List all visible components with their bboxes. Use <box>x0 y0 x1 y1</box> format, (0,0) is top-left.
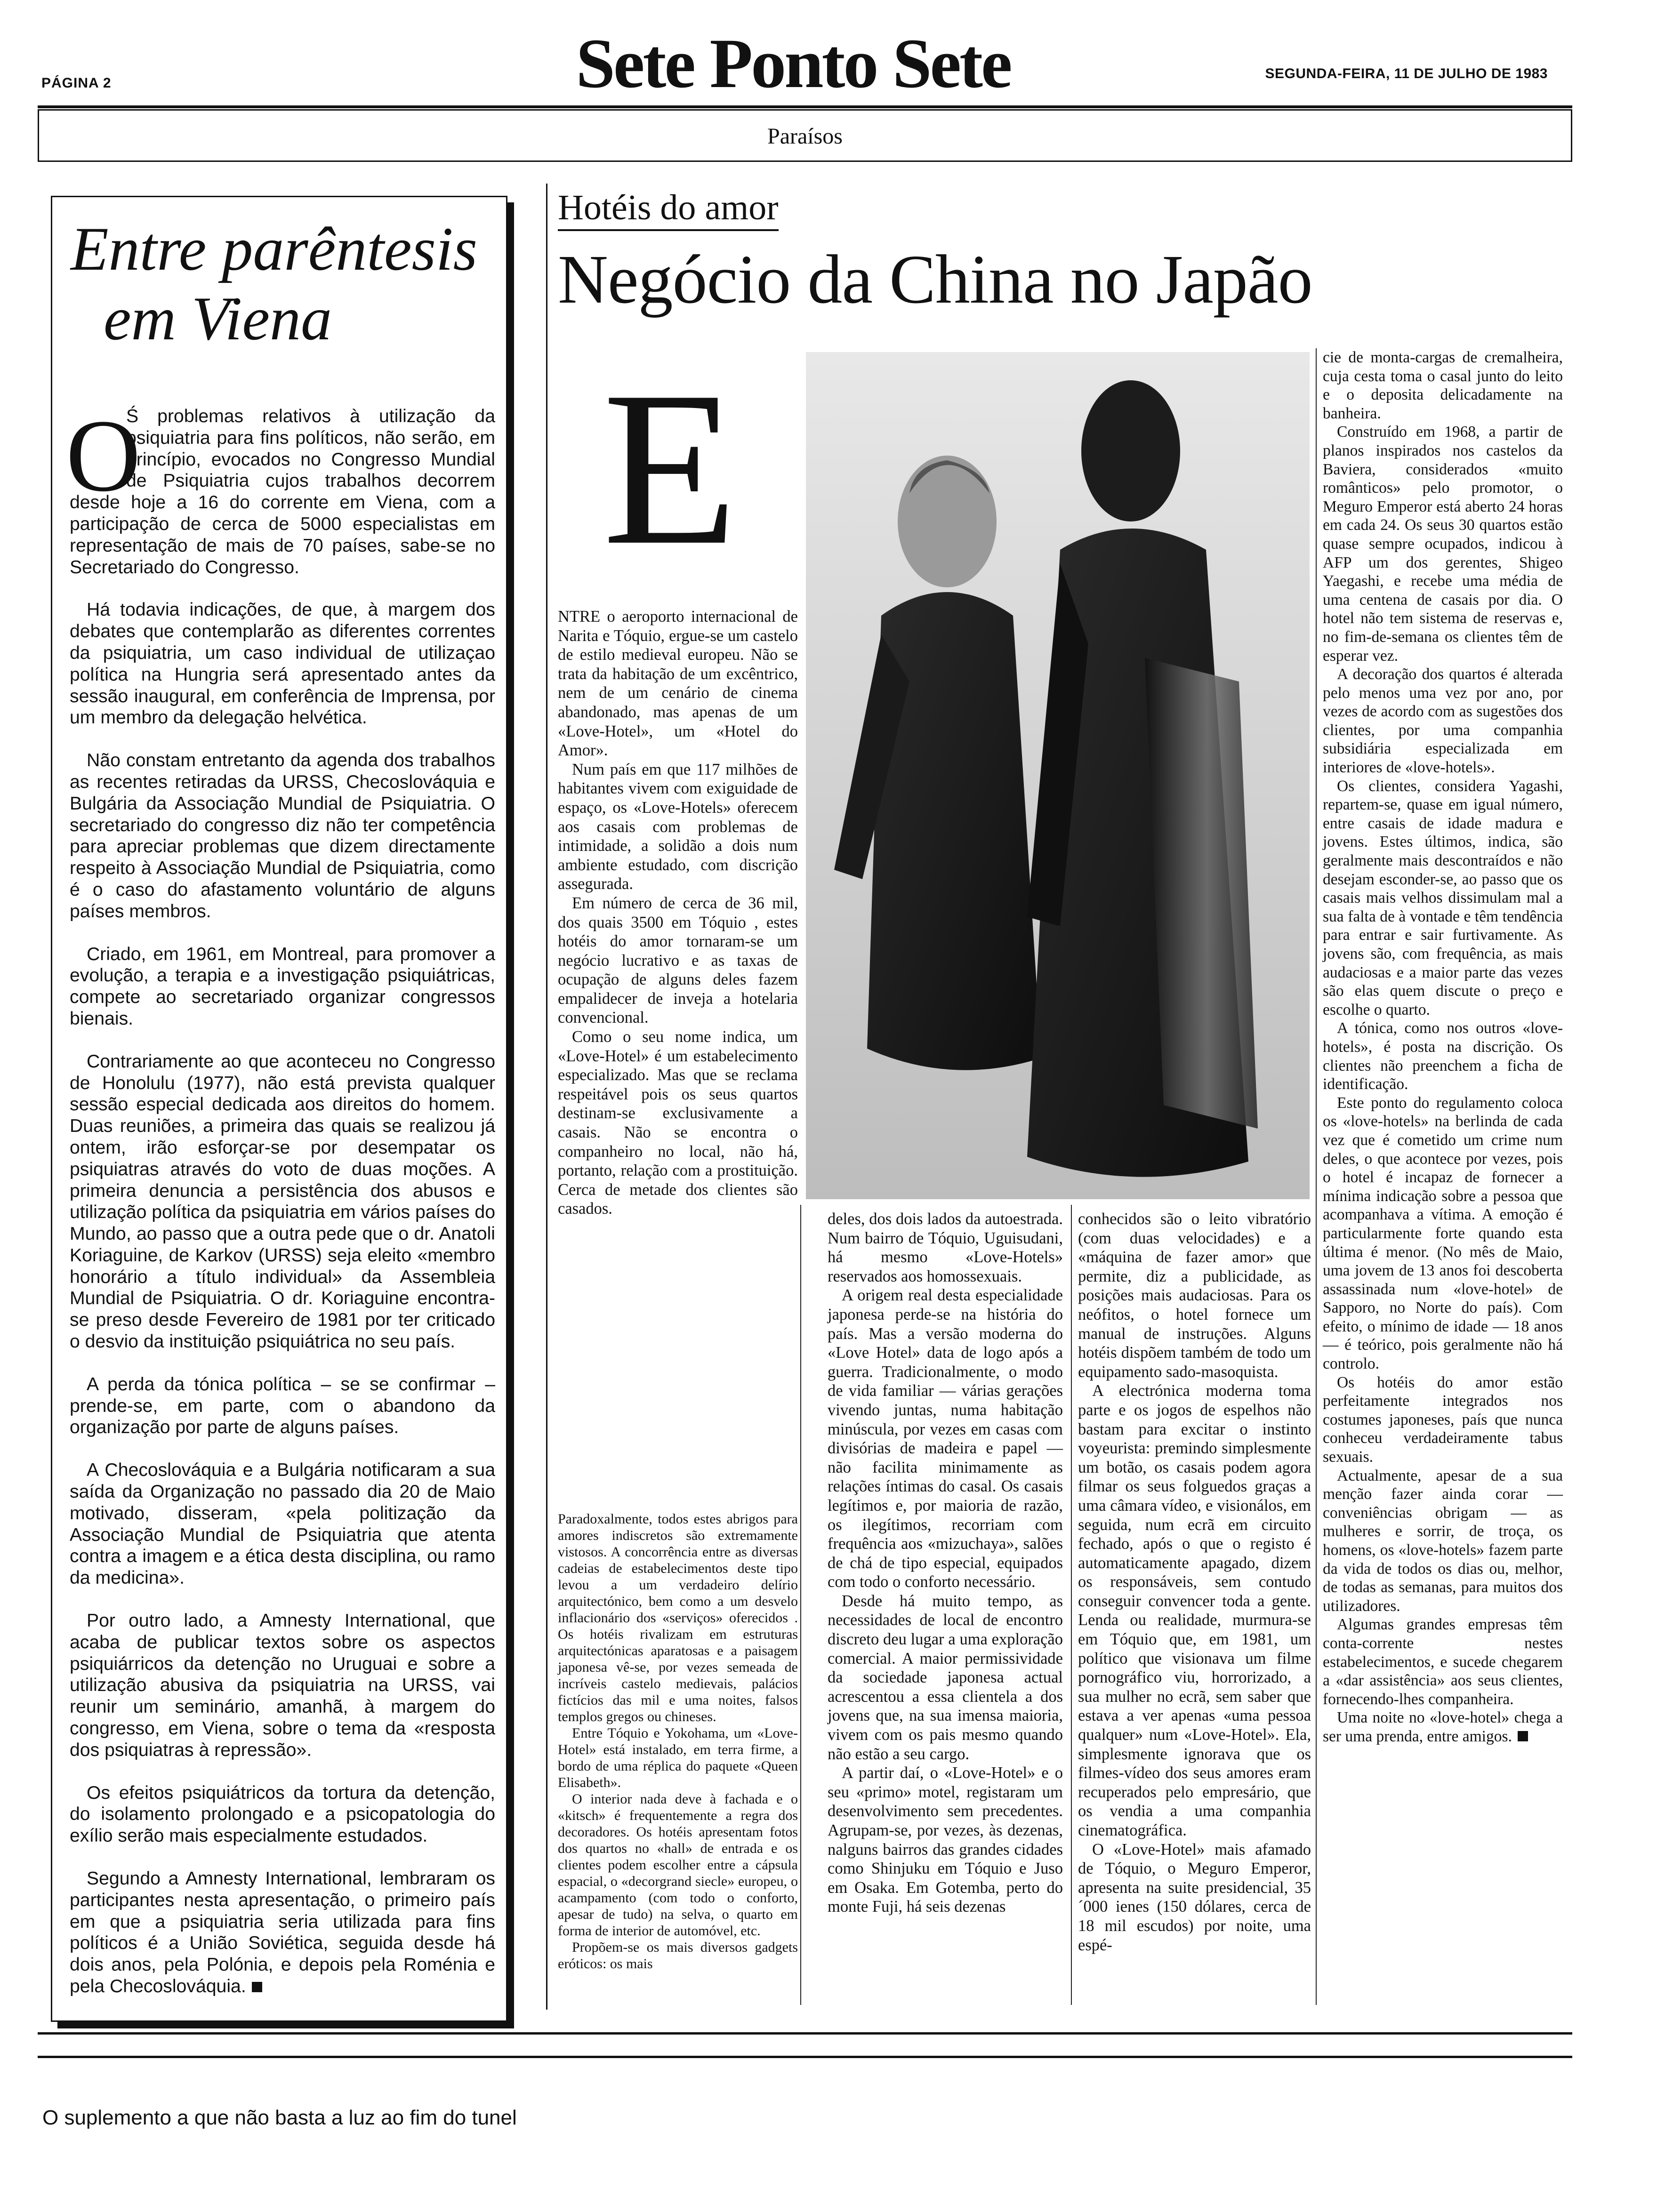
left-article-drop-cap: O <box>66 398 141 513</box>
main-paragraph: O interior nada deve à fachada e o «kitsch» é frequentemente a regra dos decoradores. Os hotéis apresentam fotos dos quartos no «hall» de entrada e os clientes podem escolher entre a cápsula espacial, o «decorgrand siecle» europeu, o acampamento (com todo o conforto, apesar de tudo) na selva, o quarto em forma de interior de automóvel, etc. <box>558 1791 798 1939</box>
main-paragraph: Num país em que 117 milhões de habitantes vivem com exiguidade de espaço, os «Love-Hotels» oferecem aos casais com problemas de intimidade, a solidão a dois num ambiente estudado, com discrição assegurada. <box>558 760 798 893</box>
main-paragraph: A tónica, como nos outros «love-hotels», é posta na discrição. Os clientes não preenchem a ficha de identificação. <box>1323 1019 1563 1093</box>
main-paragraph: Propõem-se os mais diversos gadgets eróticos: os mais <box>558 1940 798 1972</box>
main-paragraph: Os hotéis do amor estão perfeitamente integrados nos costumes japoneses, país que nunca conheceu verdadeiramente tabus sexuais. <box>1323 1373 1563 1466</box>
main-article-headline: Negócio da China no Japão <box>558 241 1312 318</box>
main-paragraph: A decoração dos quartos é alterada pelo menos uma vez por ano, por vezes de acordo com as sugestões dos clientes, por uma companhia subsidiária especializada em interiores de «love-hotels». <box>1323 665 1563 777</box>
main-paragraph: Uma noite no «love-hotel» chega a ser uma prenda, entre amigos. <box>1323 1709 1563 1745</box>
left-title-line-1: Entre parêntesis <box>71 214 477 283</box>
end-mark <box>252 1982 262 1992</box>
main-paragraph: Algumas grandes empresas têm conta-corrente nestes estabelecimentos, e sucede chegarem a «dar assistência» aos seus clientes, fornecendo-lhes companheira. <box>1323 1616 1563 1708</box>
column-rule <box>1316 348 1317 2005</box>
footer-rule-bottom <box>38 2056 1572 2058</box>
left-paragraph: Criado, em 1961, em Montreal, para promover a evolução, a terapia e a investigação psiquiátricas, compete ao secretariado organizar congressos bienais. <box>70 944 495 1029</box>
section-label: Paraísos <box>767 124 843 149</box>
main-article-kicker: Hotéis do amor <box>558 187 779 231</box>
header-rule <box>38 105 1572 108</box>
main-paragraph: conhecidos são o leito vibratório (com duas velocidades) e a «máquina de fazer amor» que permite, diz a publicidade, as posições mais audaciosas. Para os neófitos, o hotel fornece um manual de instruções. Alguns hotéis dispõem também de todo um equipamento sado-masoquista. <box>1078 1210 1311 1381</box>
left-paragraph: Ś problemas relativos à utilização da psiquiatria para fins políticos, não serão, em princípio, evocados no Congresso Mundial de Psiquiatria cujos trabalhos decorrem desde hoje a 16 do corrente em Viena, com a participação de cerca de 5000 especialistas em representação de mais de 70 países, sabe-se no Secretariado do Congresso. <box>70 406 495 577</box>
main-paragraph: Este ponto do regulamento coloca os «love-hotels» na berlinda de cada vez que é cometido um crime num deles, o que acontece por vezes, pois o hotel é incapaz de fornecer a mínima indicação sobre a pessoa que acompanhava a vítima. A emoção é particularmente forte quando esta última é menor. (No mês de Maio, uma jovem de 13 anos foi descoberta assassinada num «love-hotel» de Sapporo, no Norte do país). Com efeito, o mínimo de idade — 18 anos — é teórico, pois geralmente não há controlo. <box>1323 1094 1563 1373</box>
main-paragraph: A electrónica moderna toma parte e os jogos de espelhos não bastam para excitar o instinto voyeurista: premindo simplesmente um botão, os casais podem agora filmar os seus folguedos graças a uma câmara vídeo, e visionálos, em seguida, num ecrã em circuito fechado, após o que o registo é automaticamente apagado, dizem os responsáveis, sem contudo conseguir convencer toda a gente. Lenda ou realidade, murmura-se em Tóquio que, em 1981, um político que visionava um filme pornográfico viu, horrorizado, a sua mulher no ecrã, sem saber que estava a ver apenas «uma pessoa qualquer» num «Love-Hotel». Ela, simplesmente ignorava que os filmes-vídeo dos seus amores eram recuperados pelo empresário, que os vendia a uma companhia cinematográfica. <box>1078 1382 1311 1839</box>
masthead: Sete Ponto Sete <box>576 24 1011 103</box>
main-paragraph: O «Love-Hotel» mais afamado de Tóquio, o Meguro Emperor, apresenta na suite presidencial, 35´000 ienes (150 dólares, cerca de 18 mil escudos) por noite, uma espé- <box>1078 1840 1311 1954</box>
column-rule <box>800 1205 801 2005</box>
main-paragraph: Construído em 1968, a partir de planos inspirados nos castelos da Baviera, considerados «muito românticos» pelo promotor, o Meguro Emperor está aberto 24 horas em cada 24. Os seus 30 quartos estão quase sempre ocupados, indicou à AFP um dos gerentes, Shigeo Yaegashi, e recebe uma média de uma centena de casais por dia. O hotel não tem sistema de reservas e, no fim-de-semana os clientes têm de esperar vez. <box>1323 423 1563 665</box>
main-paragraph: Entre Tóquio e Yokohama, um «Love-Hotel» está instalado, em terra firme, a bordo de uma réplica do paquete «Queen Elisabeth». <box>558 1725 798 1790</box>
page-number: PÁGINA 2 <box>41 75 112 91</box>
left-paragraph: Há todavia indicações, de que, à margem dos debates que contemplarão as diferentes correntes da psiquiatria, um caso individual de utilizaçao política na Hungria será apresentado antes da sessão inaugural, em conferência de Imprensa, por um membro da delegação helvética. <box>70 600 495 728</box>
left-paragraph: A perda da tónica política – se se confirmar – prende-se, em parte, com o abandono da organização por parte de alguns países. <box>70 1374 495 1438</box>
fashion-photo <box>806 352 1310 1199</box>
main-column-4 <box>1078 1210 1311 1955</box>
column-rule <box>1071 1205 1072 2005</box>
main-paragraph: Em número de cerca de 36 mil, dos quais 3500 em Tóquio , estes hotéis do amor tornaram-se um negócio lucrativo e as taxas de ocupação de alguns deles fazem empalidecer de inveja a hotelaria convencional. <box>558 894 798 1027</box>
main-column-5 <box>1323 348 1563 1746</box>
main-paragraph: Paradoxalmente, todos estes abrigos para amores indiscretos são extremamente vistosos. A concorrência entre as diversas cadeias de estabelecimentos deste tipo levou a um verdadeiro delírio arquitectónico, bem como a um desvelo inflacionário dos «serviços» oferecidos . Os hotéis rivalizam em estruturas arquitectónicas aparatosas e a paisagem japonesa vê-se, por vezes semeada de incríveis castelo medievais, palácios fictícios das mil e uma noites, falsos templos gregos ou chineses. <box>558 1511 798 1724</box>
main-paragraph: Os clientes, considera Yagashi, repartem-se, quase em igual número, entre casais de idade madura e jovens. Estes últimos, indica, são geralmente mais descontraídos e não desejam esconder-se, ao passo que os casais mais velhos dissimulam mal a sua falta de à vontade e têm tendência para entrar e sair furtivamente. As jovens são, com frequência, as mais audaciosas e a maior parte das vezes são elas quem discute o preço e escolhe o quarto. <box>1323 777 1563 1018</box>
main-paragraph: Actualmente, apesar de a sua menção fazer ainda corar — conveniências obrigam — as mulheres e sorrir, de troça, os homens, os «love-hotels» fazem parte da vida de todos os dias ou, melhor, de todas as semanas, para muitos dos utilizadores. <box>1323 1467 1563 1615</box>
left-paragraph: Segundo a Amnesty International, lembraram os participantes nesta apresentação, o primeiro país em que a psiquiatria seria utilizada para fins políticos é a União Soviética, seguida desde há dois anos, pela Polónia, e depois pela Roménia e pela Checoslováquia. <box>70 1868 495 1996</box>
left-paragraph: Contrariamente ao que aconteceu no Congresso de Honolulu (1977), não está prevista qualquer sessão especial dedicada aos direitos do homem. Duas reuniões, a primeira das quais se realizou já ontem, irão esforçar-se por desempatar os psiquiatras através do voto de duas moções. A primeira denuncia a persistência dos abusos e utilização política da psiquiatria em vários países do Mundo, ao passo que a outra pede que o dr. Anatoli Koriaguine, de Karkov (URSS) seja eleito «membro honorário a título individual» da Assembleia Mundial de Psiquiatria. O dr. Koriaguine encontra-se preso desde Fevereiro de 1981 por ter criticado o desvio da instituição psiquiátrica no seu país. <box>70 1051 495 1352</box>
photo-illustration <box>806 352 1310 1199</box>
main-column-1 <box>558 607 798 1218</box>
footer-tagline: O suplemento a que não basta a luz ao fim do tunel <box>42 2106 517 2129</box>
main-paragraph: deles, dos dois lados da autoestrada. Num bairro de Tóquio, Uguisudani, há mesmo «Love-Hotels» reservados aos homossexuais. <box>828 1210 1063 1285</box>
footer-rule-top <box>38 2032 1572 2035</box>
left-article-title <box>71 214 494 353</box>
main-article-drop-cap: E <box>603 345 738 591</box>
left-paragraph: Por outro lado, a Amnesty International, que acaba de publicar textos sobre os aspectos psiquiárricos da detenção no Uruguai e sobre a utilização abusiva da psiquiatria na URSS, vai reunir um seminário, amanhã, à margem do congresso, em Viena, sobre o tema da «resposta dos psiquiatras à repressão». <box>70 1611 495 1760</box>
left-paragraph: Os efeitos psiquiátricos da tortura da detenção, do isolamento prolongado e a psicopatologia do exílio serão mais especialmente estudados. <box>70 1782 495 1846</box>
main-paragraph: A origem real desta especialidade japonesa perde-se na história do país. Mas a versão moderna do «Love Hotel» data de logo após a guerra. Tradicionalmente, o modo de vida familiar — várias gerações vivendo juntas, numa habitação minúscula, por vezes em casas com divisórias de madeira e papel — não facilita minimamente as relações íntimas do casal. Os casais legítimos e, por maioria de razão, os ilegítimos, recorriam com frequência aos «mizuchaya», salões de chá de tipo especial, equipados com todo o conforto necessário. <box>828 1286 1063 1591</box>
main-column-2 <box>828 1210 1063 1916</box>
main-paragraph: Como o seu nome indica, um «Love-Hotel» é um estabelecimento especializado. Mas que se reclama respeitável pois os seus quartos destinam-se exclusivamente a casais. Não se encontra o companheiro no local, não há, portanto, relação com a prostituição. Cerca de metade dos clientes são casados. <box>558 1028 798 1218</box>
left-paragraph: A Checoslováquia e a Bulgária notificaram a sua saída da Organização no passado dia 20 de Maio motivado, disseram, «pela politização da Associação Mundial de Psiquiatria que atenta contra a imagem e a ética desta disciplina, ou ramo da medicina». <box>70 1460 495 1588</box>
main-paragraph: cie de monta-cargas de cremalheira, cuja cesta toma o casal junto do leito e o deposita delicadamente na banheira. <box>1323 349 1563 422</box>
main-paragraph: A partir daí, o «Love-Hotel» e o seu «primo» motel, registaram um desenvolvimento sem precedentes. Agrupam-se, por vezes, às dezenas, nalguns bairros das grandes cidades como Shinjuku em Tóquio e Juso em Osaka. Em Gotemba, perto do monte Fuji, há seis dezenas <box>828 1764 1063 1916</box>
main-paragraph: NTRE o aeroporto internacional de Narita e Tóquio, ergue-se um castelo de estilo medieval europeu. Não se trata da habitação de um excêntrico, nem de um cenário de cinema abandonado, mas apenas de um «Love-Hotel», um «Hotel do Amor». <box>558 608 798 760</box>
end-mark <box>1518 1731 1528 1741</box>
left-article-body <box>70 406 495 2019</box>
main-column-3 <box>558 1511 798 1972</box>
left-paragraph: Não constam entretanto da agenda dos trabalhos as recentes retiradas da URSS, Checoslováquia e Bulgária da Associação Mundial de Psiquiatria. O secretariado do congresso diz não ter competência para apreciar problemas que dizem directamente respeito à Associação Mundial de Psiquiatria, como é o caso do afastamento voluntário de alguns países membros. <box>70 750 495 922</box>
issue-date: SEGUNDA-FEIRA, 11 DE JULHO DE 1983 <box>1265 66 1548 81</box>
main-paragraph: Desde há muito tempo, as necessidades de local de encontro discreto deu lugar a uma exploração comercial. A maior permissividade da sociedade japonesa actual acrescentou a essa clientela a dos jovens que, na sua imensa maioria, vivem com os pais mesmo quando não estão a seu cargo. <box>828 1592 1063 1763</box>
left-title-line-2: em Viena <box>104 283 332 353</box>
